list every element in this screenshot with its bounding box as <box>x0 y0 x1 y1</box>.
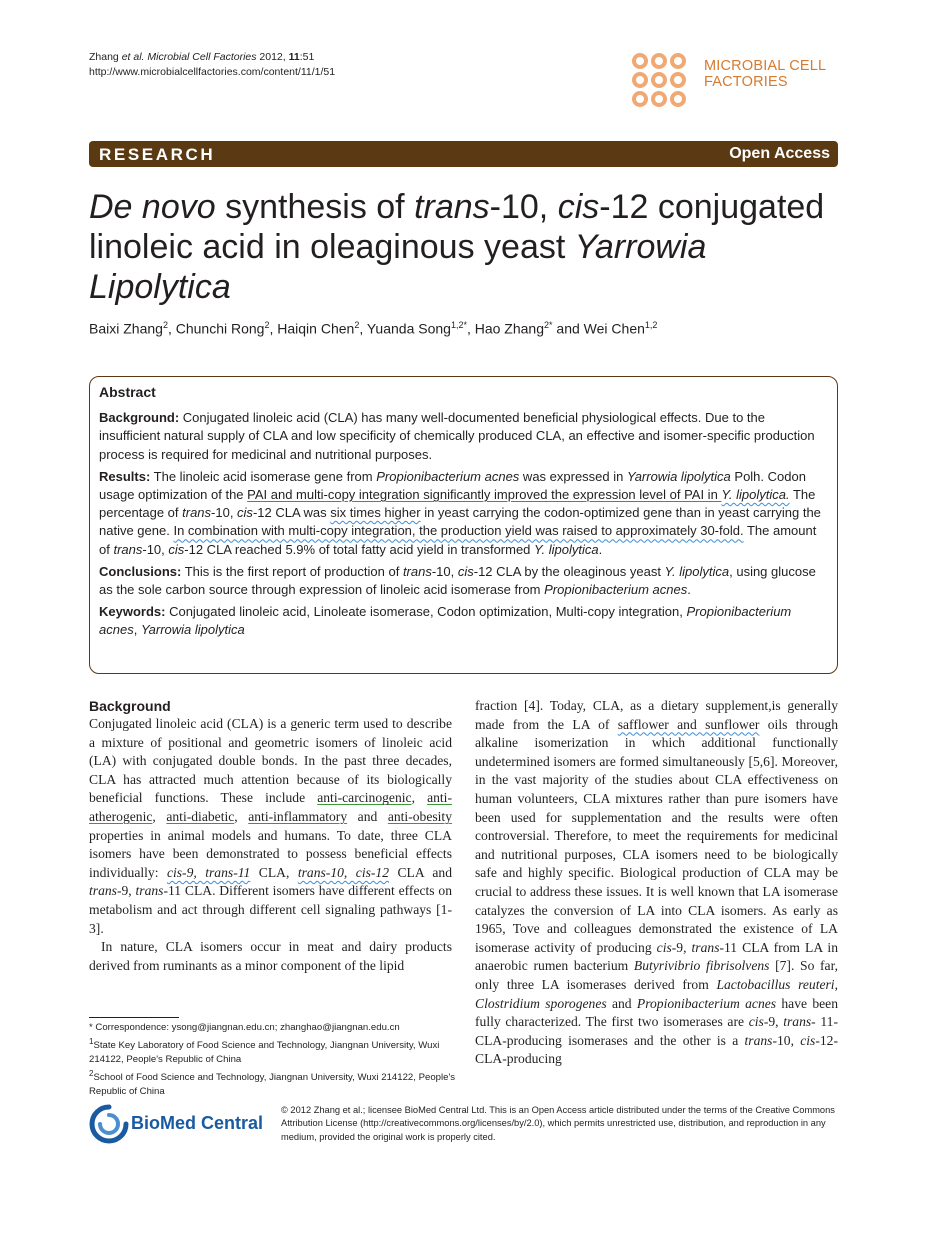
highlight-phrase: PAI and multi-copy integration significantly improved the expression level of PAI in <box>247 487 722 503</box>
spellcheck-phrase: six times higher <box>330 505 421 521</box>
body-left-column <box>89 697 452 975</box>
license-statement: © 2012 Zhang et al.; licensee BioMed Central Ltd. This is an Open Access article distributed under the terms of the Creative Commons Attribution License (http://creativecommons.org/licenses/by/2.0), which permits unrestricted use, distribution, and reproduction in any medium, provided the original work is properly cited. <box>281 1105 835 1142</box>
abstract-results: Results: The linoleic acid isomerase gene from Propionibacterium acnes was expressed in Yarrowia lipolytica Polh. Codon usage optimization of the PAI and multi-copy integration significantly improved the expression level of PAI in Y. lipolytica. The percentage of trans-10, cis-12 CLA was six times higher in yeast carrying the codon-optimized gene than in yeast carrying the native gene. In combination with multi-copy integration, the production yield was raised to approximately 30-fold. The amount of trans-10, cis-12 CLA reached 5.9% of total fatty acid yield in transformed Y. lipolytica. <box>99 468 821 557</box>
body-paragraph-3: fraction [4]. Today, CLA, as a dietary supplement,is generally made from the LA of safflower and sunflower oils through alkaline isomerization in which additional functionally undetermined isomers are formed simultaneously [5,6]. Moreover, in the vast majority of the studies about CLA effectiveness on human volunteers, CLA mixtures rather than pure isomers have been used for supplementation and the results were often controversial. Therefore, to meet the requirements for medicinal and nutritional purposes, CLA isomers need to be biologically safe and highly specific. Biological production of CLA may be crucial to address these issues. It is well known that LA isomerase catalyzes the conversion of LA into CLA isomers. As early as 1965, Tove and colleagues demonstrated the existence of LA isomerase activity of producing cis-9, trans-11 CLA from LA in anaerobic rumen bacterium Butyrivibrio fibrisolvens [7]. So far, only three LA isomerases derived from Lactobacillus reuteri, Clostridium sporogenes and Propionibacterium acnes have been fully characterized. The first two isomerases are cis-9, trans- 11-CLA-producing isomerases and the other is a trans-10, cis-12-CLA-producing <box>475 698 838 1067</box>
body-paragraph-1: Conjugated linoleic acid (CLA) is a generic term used to describe a mixture of positional and geometric isomers of linoleic acid (LA) with conjugated double bonds. In the past three decades, CLA has attracted much attention because of its biologically beneficial functions. These include anti-carcinogenic, anti-atherogenic, anti-diabetic, anti-inflammatory and anti-obesity properties in animal models and humans. To date, three CLA isomers have been demonstrated to possess beneficial effects individually: cis-9, trans-11 CLA, trans-10, cis-12 CLA and trans-9, trans-11 CLA. Different isomers have different effects on metabolism and act through different cell signaling pathways [1-3]. <box>89 716 453 936</box>
article-url[interactable]: http://www.microbialcellfactories.com/content/11/1/51 <box>89 66 336 78</box>
abstract-box <box>89 376 838 674</box>
abstract-conclusions: Conclusions: This is the first report of production of trans-10, cis-12 CLA by the oleaginous yeast Y. lipolytica, using glucose as the sole carbon source through expression of linoleic acid isomerase from Propionibacterium acnes. <box>99 563 816 598</box>
spellcheck-phrase: In combination with multi-copy integration, the production yield was raised to approximately 30-fold. <box>173 523 744 539</box>
spellcheck-phrase: Y. lipolytica. <box>721 487 790 503</box>
journal-citation <box>89 50 335 80</box>
body-right-column <box>475 697 838 1069</box>
logo-line1: MICROBIAL CELL <box>704 58 827 74</box>
logo-line2: FACTORIES <box>704 74 788 90</box>
article-title: De novo synthesis of trans-10, cis-12 conjugated linoleic acid in oleaginous yeast Yarrowia Lipolytica <box>89 188 825 306</box>
journal-logo <box>632 53 842 111</box>
correspondence-note: * Correspondence: ysong@jiangnan.edu.cn; zhanghao@jiangnan.edu.cn <box>89 1022 400 1033</box>
abstract-background: Background: Conjugated linoleic acid (CLA) has many well-documented beneficial physiological effects. Due to the insufficient natural supply of CLA and low specificity of chemically produced CLA, an effective and isomer-specific production process is required for medicinal and nutritional purposes. <box>99 410 815 462</box>
abstract-keywords: Keywords: Conjugated linoleic acid, Linoleate isomerase, Codon optimization, Multi-copy integration, Propionibacterium acnes, Yarrowia lipolytica <box>99 604 792 638</box>
affiliation-2: $^2$School of Food Science and Technology, Jiangnan University, Wuxi 214122, People's Republic of China <box>89 1069 456 1098</box>
body-paragraph-2: In nature, CLA isomers occur in meat and dairy products derived from ruminants as a minor component of the lipid <box>89 939 452 973</box>
citation-line: Zhang et al. Microbial Cell Factories 2012, 11:51 <box>89 51 315 63</box>
section-heading-background: Background <box>89 698 171 714</box>
article-type-bar <box>89 141 838 167</box>
abstract-heading: Abstract <box>99 384 156 400</box>
bmc-name: BioMed Central <box>131 1113 264 1133</box>
bmc-swirl-icon <box>89 1104 129 1144</box>
author-list: Baixi Zhang$^2$, Chunchi Rong$^2$, Haiqin Chen$^2$, Yuanda Song$^{1,2*}$, Hao Zhang$^{2*}$ and Wei Chen$^{1,2}$ <box>89 320 658 337</box>
affiliation-1: $^1$State Key Laboratory of Food Science and Technology, Jiangnan University, Wuxi 214122, People's Republic of China <box>89 1037 440 1066</box>
biomed-central-logo <box>89 1104 264 1146</box>
footnotes <box>89 1021 459 1099</box>
footnote-divider <box>89 1017 179 1018</box>
article-type-label: RESEARCH <box>99 145 216 164</box>
open-access-label: Open Access <box>729 145 830 162</box>
logo-text <box>704 58 826 90</box>
